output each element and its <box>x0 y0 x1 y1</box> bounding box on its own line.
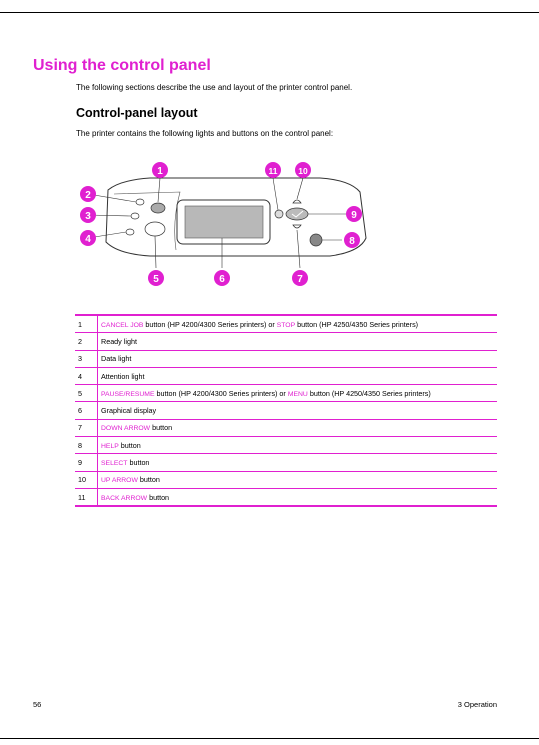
table-row <box>75 419 497 436</box>
table-row <box>75 488 497 506</box>
svg-text:10: 10 <box>298 166 308 176</box>
table-row <box>75 367 497 384</box>
description-text: button <box>137 475 160 485</box>
description-text: Ready light <box>101 336 137 346</box>
description-text: button <box>127 458 150 468</box>
svg-text:8: 8 <box>349 236 355 247</box>
svg-text:4: 4 <box>85 234 91 245</box>
description-text: button (HP 4250/4350 Series printers) <box>295 319 419 329</box>
section-intro: The printer contains the following lights and buttons on the control panel: <box>76 129 334 138</box>
button-name: DOWN ARROW <box>101 425 151 433</box>
intro-text: The following sections describe the use and layout of the printer control panel. <box>76 83 353 92</box>
row-description <box>98 333 498 350</box>
row-description <box>98 402 498 419</box>
table-row <box>75 471 497 488</box>
button-name: BACK ARROW <box>101 494 148 502</box>
svg-text:7: 7 <box>297 274 303 285</box>
button-name: PAUSE/RESUME <box>101 390 155 398</box>
bottom-rule <box>0 738 539 739</box>
description-text: Data light <box>101 354 132 364</box>
row-description <box>98 385 498 402</box>
table-row <box>75 454 497 471</box>
button-name: CANCEL JOB <box>101 321 144 329</box>
button-name: HELP <box>101 442 119 450</box>
svg-text:9: 9 <box>351 210 357 221</box>
description-text: button <box>118 440 141 450</box>
section-heading: Control-panel layout <box>76 106 198 120</box>
svg-text:2: 2 <box>85 190 91 201</box>
chapter-label: 3 Operation <box>457 700 497 709</box>
row-description <box>98 454 498 471</box>
row-description <box>98 437 498 454</box>
row-number: 6 <box>75 402 98 419</box>
row-number: 7 <box>75 419 98 436</box>
description-text: Attention light <box>101 371 145 381</box>
table-row <box>75 402 497 419</box>
page-title: Using the control panel <box>33 57 211 74</box>
table-row <box>75 315 497 333</box>
row-description <box>98 350 498 367</box>
description-text: Graphical display <box>101 406 157 416</box>
row-number: 9 <box>75 454 98 471</box>
row-number: 11 <box>75 488 98 506</box>
row-description <box>98 419 498 436</box>
svg-text:11: 11 <box>268 166 278 176</box>
row-number: 2 <box>75 333 98 350</box>
row-number: 1 <box>75 315 98 333</box>
row-description <box>98 315 498 333</box>
description-text: button <box>147 492 170 502</box>
page-number: 56 <box>33 700 42 709</box>
description-text: button (HP 4200/4300 Series printers) or <box>154 388 288 398</box>
button-name: SELECT <box>101 460 128 468</box>
row-number: 4 <box>75 367 98 384</box>
row-number: 8 <box>75 437 98 454</box>
row-description <box>98 367 498 384</box>
svg-text:1: 1 <box>157 166 163 177</box>
control-panel-legend-table <box>75 314 497 507</box>
table-row <box>75 350 497 367</box>
row-number: 3 <box>75 350 98 367</box>
button-name: STOP <box>276 321 296 329</box>
svg-text:5: 5 <box>153 274 159 285</box>
table-row <box>75 437 497 454</box>
button-name: MENU <box>287 390 308 398</box>
svg-text:6: 6 <box>219 274 225 285</box>
row-number: 10 <box>75 471 98 488</box>
description-text: button (HP 4250/4350 Series printers) <box>307 388 431 398</box>
top-rule <box>0 12 539 13</box>
table-row <box>75 385 497 402</box>
row-description <box>98 488 498 506</box>
description-text: button <box>150 423 173 433</box>
table-row <box>75 333 497 350</box>
control-panel-diagram <box>60 150 380 300</box>
svg-text:3: 3 <box>85 211 91 222</box>
description-text: button (HP 4200/4300 Series printers) or <box>143 319 277 329</box>
row-description <box>98 471 498 488</box>
button-name: UP ARROW <box>101 477 138 485</box>
row-number: 5 <box>75 385 98 402</box>
